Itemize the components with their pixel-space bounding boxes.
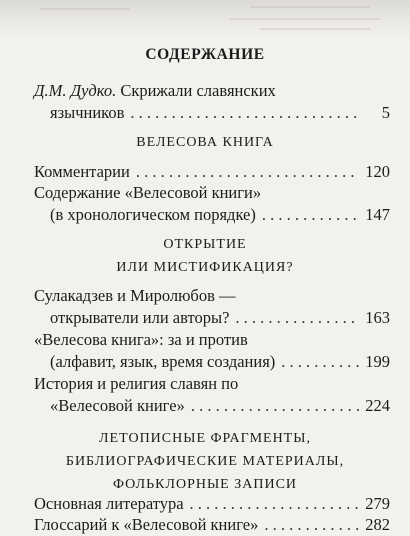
toc-entry[interactable] [34,182,390,204]
leader-dots [190,493,360,515]
toc-entry-intro-last-line[interactable] [34,102,390,124]
entry-title-line: «Велесова книга»: за и против [34,330,248,349]
section-heading-line: ФОЛЬКЛОРНЫЕ ЗАПИСИ [112,477,298,492]
toc-entry-last-line[interactable] [34,395,390,417]
page-number: 5 [381,103,390,122]
toc-entry-intro[interactable] [34,80,390,102]
leader-dots [262,204,359,226]
entry-title-line: (алфавит, язык, время создания) [50,352,276,371]
section-heading [0,233,410,279]
section-heading [0,427,410,496]
section-heading-line: ИЛИ МИСТИФИКАЦИЯ? [116,260,294,275]
page-number: 147 [365,205,390,224]
entry-title-line: Комментарии [34,162,130,181]
toc-entry[interactable] [34,161,390,183]
section-heading-line: БИБЛИОГРАФИЧЕСКИЕ МАТЕРИАЛЫ, [65,454,345,469]
entry-title-line: (в хронологическом порядке) [50,205,256,224]
toc-entry-last-line[interactable] [34,307,390,329]
page-number: 163 [365,308,390,327]
entry-title-line: язычников [50,103,125,122]
section-heading [0,131,410,154]
toc-entry[interactable] [34,373,390,395]
entry-title-line: История и религия славян по [34,374,239,393]
page-number: 224 [365,396,390,415]
leader-dots [130,102,360,124]
leader-dots [136,161,359,183]
toc-title: СОДЕРЖАНИЕ [145,46,265,63]
entry-title-line: Сулакадзев и Миролюбов — [34,286,236,305]
entry-title-line: «Велесовой книге» [50,396,185,415]
entry-title-line: открыватели или авторы? [50,308,230,327]
entry-title-line: Глоссарий к «Велесовой книге» [34,515,259,534]
leader-dots [281,351,359,373]
toc-entry[interactable] [34,514,390,536]
toc-entry[interactable] [34,285,390,307]
toc-entry[interactable] [34,329,390,351]
section-heading-line: ОТКРЫТИЕ [163,237,247,252]
toc-entry-last-line[interactable] [34,351,390,373]
entry-title-line: Содержание «Велесовой книги» [34,183,262,202]
section-heading-line: ЛЕТОПИСНЫЕ ФРАГМЕНТЫ, [99,431,311,446]
toc-entry-last-line[interactable] [34,204,390,226]
leader-dots [191,395,359,417]
page-number: 199 [365,352,390,371]
entry-author: Д.М. Дудко. [34,81,117,100]
leader-dots [235,307,359,329]
entry-title-line: Скрижали славянских [120,81,276,100]
entry-title-line: Основная литература [34,494,184,513]
toc-entry[interactable] [34,493,390,515]
page-number: 120 [365,162,390,181]
page-number: 282 [365,515,390,534]
section-heading-line: ВЕЛЕСОВА КНИГА [136,135,274,150]
page-number: 279 [365,494,390,513]
leader-dots [264,514,359,536]
